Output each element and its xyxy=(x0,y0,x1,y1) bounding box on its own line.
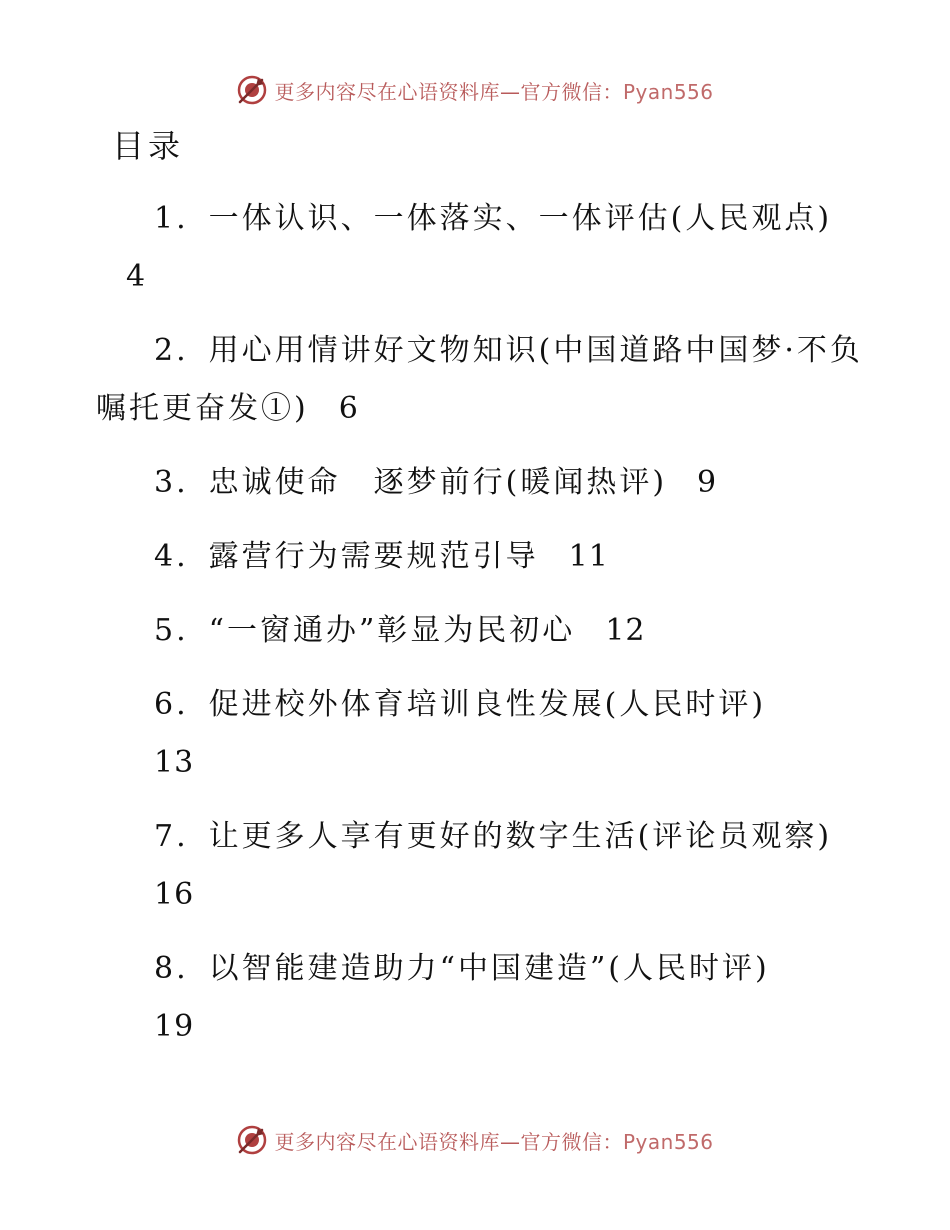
toc-entry[interactable] xyxy=(96,808,876,924)
footer-watermark xyxy=(0,1120,950,1160)
toc-entry[interactable] xyxy=(96,190,876,306)
toc-entry[interactable] xyxy=(96,940,876,1056)
toc-entry-page: 11 xyxy=(568,539,609,574)
toc-entry-page: 12 xyxy=(605,613,646,648)
watermark-account: Pyan556 xyxy=(622,79,714,104)
quill-seal-icon xyxy=(236,74,268,106)
toc-list xyxy=(96,190,876,1072)
toc-entry-title: 用心用情讲好文物知识(中国道路中国梦·不负嘱托更奋发①) xyxy=(96,333,863,426)
toc-entry-title: 以智能建造助力“中国建造”(人民时评) xyxy=(208,951,770,986)
toc-entry-number: 5. xyxy=(154,613,189,648)
toc-title: 目录 xyxy=(112,127,185,165)
toc-entry-title: 露营行为需要规范引导 xyxy=(208,539,539,574)
toc-entry[interactable] xyxy=(96,454,876,512)
toc-entry-page: 6 xyxy=(338,391,359,426)
toc-entry-number: 1. xyxy=(154,201,189,236)
toc-entry[interactable] xyxy=(96,676,876,792)
toc-entry-page: 9 xyxy=(697,465,718,500)
toc-entry-number: 2. xyxy=(154,333,189,368)
toc-entry-page: 16 xyxy=(154,877,195,912)
toc-entry-title: 让更多人享有更好的数字生活(评论员观察) xyxy=(208,819,833,854)
toc-entry-page: 19 xyxy=(154,1009,195,1044)
toc-entry-number: 8. xyxy=(154,951,189,986)
toc-entry-title: 促进校外体育培训良性发展(人民时评) xyxy=(208,687,767,722)
watermark-group xyxy=(236,1124,713,1156)
header-watermark xyxy=(0,70,950,110)
toc-entry-title: 忠诚使命 逐梦前行(暖闻热评) xyxy=(208,465,668,500)
quill-seal-icon xyxy=(236,1124,268,1156)
toc-entry-number: 4. xyxy=(154,539,189,574)
toc-entry-number: 3. xyxy=(154,465,189,500)
watermark-text: 更多内容尽在心语资料库—官方微信：Pyan556 xyxy=(274,1129,714,1154)
watermark-group xyxy=(236,74,713,106)
watermark-text: 更多内容尽在心语资料库—官方微信：Pyan556 xyxy=(274,79,714,104)
toc-entry[interactable] xyxy=(96,528,876,586)
toc-entry-number: 7. xyxy=(154,819,189,854)
toc-entry-page: 13 xyxy=(154,745,195,780)
toc-entry[interactable] xyxy=(96,322,876,438)
toc-entry-page: 4 xyxy=(126,259,147,294)
toc-entry-number: 6. xyxy=(154,687,189,722)
toc-entry-title: 一体认识、一体落实、一体评估(人民观点) xyxy=(208,201,833,236)
toc-entry-title: “一窗通办”彰显为民初心 xyxy=(208,613,576,648)
toc-entry[interactable] xyxy=(96,602,876,660)
watermark-account: Pyan556 xyxy=(622,1129,714,1154)
